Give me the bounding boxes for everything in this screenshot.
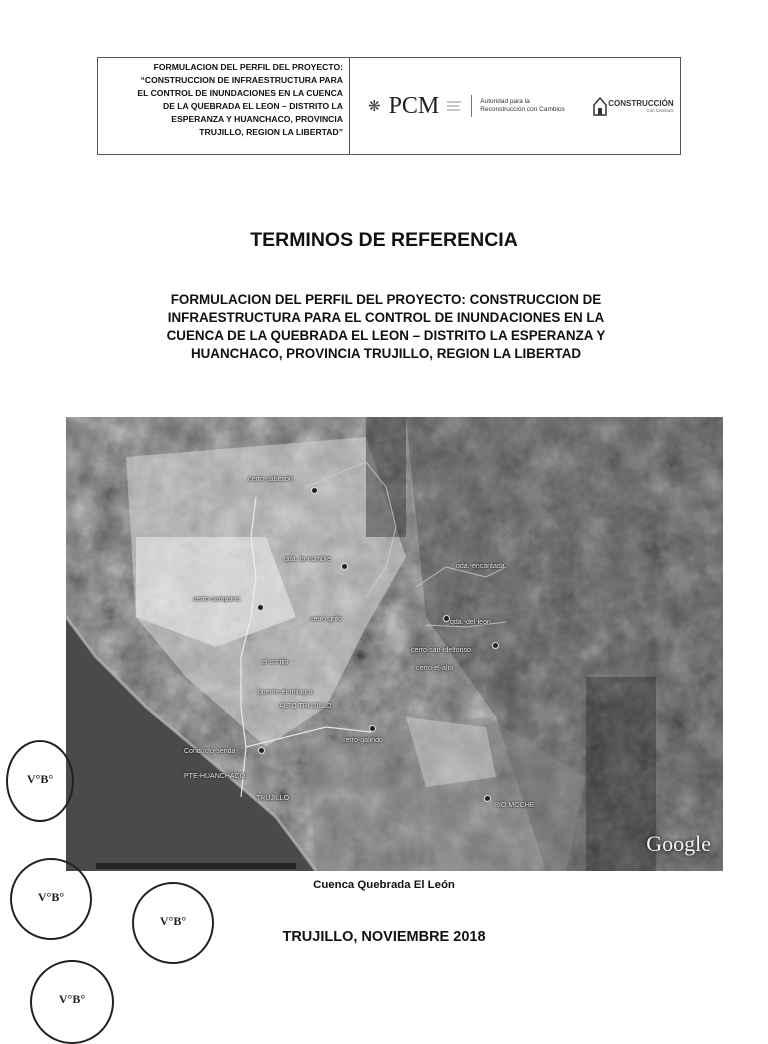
pcm-logo: PCM	[388, 92, 440, 119]
map-pin	[311, 487, 318, 494]
reconstruccion-logo-sub: Con Cambios	[646, 108, 674, 113]
map-label-alto-trujillo: ALTO TRUJILLO	[279, 703, 332, 710]
reconstruccion-logo-text: CONSTRUCCIÓN	[608, 99, 674, 108]
subtitle-line: HUANCHACO, PROVINCIA TRUJILLO, REGION LA LIBERTAD	[190, 346, 582, 361]
map-label-trujillo: TRUJILLO	[256, 795, 290, 802]
header-line: FORMULACION DEL PERFIL DEL PROYECTO:	[153, 62, 343, 72]
map-label-rio-moche: RIO MOCHE	[494, 802, 535, 809]
pcm-small-print-icon	[447, 100, 461, 112]
header-line: “CONSTRUCCION DE INFRAESTRUCTURA PARA	[140, 75, 343, 85]
map-pin	[492, 642, 499, 649]
approval-stamp: V°B°	[132, 882, 214, 964]
logo-separator	[471, 95, 472, 117]
map-pin	[341, 563, 348, 570]
project-subtitle	[120, 291, 652, 363]
map-caption: Cuenca Quebrada El León	[313, 879, 455, 891]
approval-stamp: V°B°	[30, 960, 114, 1044]
map-label-el-cortijo: el-cortijo	[262, 659, 289, 666]
pcm-authority-text: Autoridad para la Reconstrucción con Cambios	[480, 98, 565, 113]
header-line: ESPERANZA Y HUANCHACO, PROVINCIA	[171, 114, 343, 124]
map-label-cerro-el-alto: cerro-el-alto	[416, 665, 454, 672]
google-watermark: Google	[646, 831, 711, 856]
header-line: DE LA QUEBRADA EL LEON – DISTRITO LA	[162, 101, 343, 111]
map-label-puente-el-milagro: puente-el-milagro	[258, 689, 313, 696]
map-label-qda-encantada: qda.-encantada	[456, 563, 505, 570]
map-pin	[258, 747, 265, 754]
map-label-cerro-campana: cerro-campana	[193, 596, 241, 603]
header-logos	[350, 58, 680, 154]
approval-stamp: V°B°	[10, 858, 92, 940]
map-pin	[484, 795, 491, 802]
map-pin	[443, 615, 450, 622]
map-label-conducto-senda: Conducto-senda	[184, 748, 236, 755]
map-label-cerro-galindo: cerro-galindo	[342, 737, 383, 744]
map-label-cerro-grifo: cerro-grifo	[310, 616, 342, 623]
approval-stamp: V°B°	[6, 740, 74, 822]
satellite-map	[66, 417, 723, 871]
page-title: TERMINOS DE REFERENCIA	[250, 229, 518, 251]
header-line: EL CONTROL DE INUNDACIONES EN LA CUENCA	[137, 88, 343, 98]
map-label-qda-del-leon: qda.-del-leon	[450, 619, 491, 626]
subtitle-line: INFRAESTRUCTURA PARA EL CONTROL DE INUNDACIONES EN LA	[167, 310, 605, 325]
place-date: TRUJILLO, NOVIEMBRE 2018	[282, 929, 486, 945]
map-label-pte-huanchaco: PTE-HUANCHACO	[184, 773, 246, 780]
reconstruccion-logo	[592, 95, 673, 117]
satellite-map-image	[66, 417, 723, 871]
map-label-cerro-san-idelfonso: cerro-san-idelfonso	[411, 647, 471, 654]
pcm-star-icon: ❋	[368, 98, 381, 115]
document-header	[97, 57, 681, 155]
house-logo-icon	[592, 95, 608, 117]
map-pin	[369, 725, 376, 732]
map-label-cerro-cabezon: cerro-cabezón	[248, 476, 293, 483]
pcm-small-print	[447, 100, 463, 113]
subtitle-line: CUENCA DE LA QUEBRADA EL LEON – DISTRITO LA ESPERANZA Y	[166, 328, 606, 343]
header-project-title	[98, 58, 350, 154]
map-label-qda-la-cumbre: qda.-la-cumbre	[284, 556, 332, 563]
subtitle-line: FORMULACION DEL PERFIL DEL PROYECTO: CONSTRUCCION DE	[170, 292, 602, 307]
map-pin	[257, 604, 264, 611]
header-line: TRUJILLO, REGION LA LIBERTAD”	[199, 127, 343, 137]
